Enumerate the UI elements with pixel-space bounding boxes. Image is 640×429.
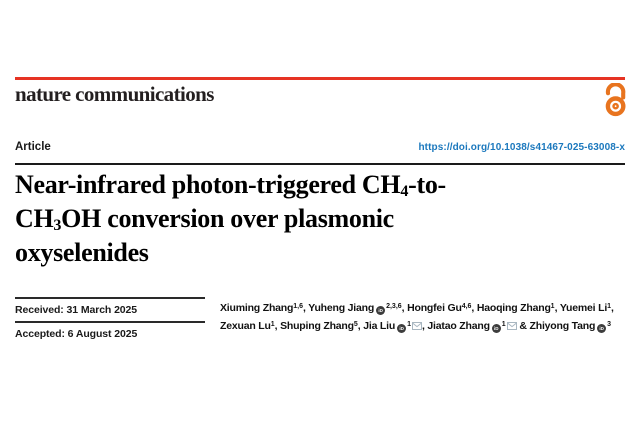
author: [220, 320, 275, 332]
author-name: Yuheng Jiang: [308, 302, 375, 314]
page-title: [15, 170, 575, 268]
author-separator: ,: [554, 302, 560, 314]
accepted-date: Accepted: 6 August 2025: [15, 321, 205, 345]
author-list: [220, 300, 630, 336]
author: [220, 302, 303, 314]
doi-link[interactable]: https://doi.org/10.1038/s41467-025-63008-x: [418, 142, 625, 153]
article-header-row: [15, 141, 625, 153]
author: [560, 302, 611, 314]
orcid-icon[interactable]: iD: [597, 324, 606, 333]
author-name: Shuping Zhang: [280, 320, 354, 332]
author-separator: &: [516, 320, 530, 332]
author-affiliation-sup: 1,6: [293, 302, 303, 310]
author-affiliation-sup: 5: [353, 320, 358, 328]
author: [427, 320, 516, 332]
author: [280, 320, 358, 332]
author: [308, 302, 401, 314]
open-access-icon[interactable]: [603, 83, 628, 117]
orcid-icon[interactable]: iD: [492, 324, 501, 333]
header-divider-rule: [15, 163, 625, 165]
orcid-icon[interactable]: iD: [397, 324, 406, 333]
author-name: Xiuming Zhang: [220, 302, 294, 314]
journal-name: nature communications: [15, 82, 214, 106]
received-date: Received: 31 March 2025: [15, 297, 205, 321]
author-separator: ,: [610, 302, 614, 314]
author-affiliation-sup: 3: [607, 320, 612, 328]
author-separator: ,: [471, 302, 477, 314]
article-history: [15, 297, 205, 345]
title-line: $CH_3OH$ conversion over plasmonic: [15, 204, 394, 234]
author-separator: ,: [421, 320, 428, 332]
author-name: Zexuan Lu: [220, 320, 271, 332]
author: [363, 320, 422, 332]
email-icon[interactable]: [507, 322, 517, 330]
masthead-rule: [15, 77, 625, 80]
author-separator: ,: [274, 320, 281, 332]
author-separator: ,: [401, 302, 408, 314]
author-name: Jia Liu: [363, 320, 396, 332]
author-affiliation-sup: 2,3,6: [386, 302, 402, 310]
author-affiliation-sup: 1: [550, 302, 555, 310]
author-name: Zhiyong Tang: [529, 320, 596, 332]
author-affiliation-sup: 4,6: [461, 302, 472, 310]
author-name: Haoqing Zhang: [476, 302, 551, 314]
author-affiliation-sup: 1: [607, 302, 611, 310]
author-name: Jiatao Zhang: [427, 320, 490, 332]
author: [530, 320, 612, 332]
author-name: Yuemei Li: [559, 302, 608, 314]
title-line: Near-infrared photon-triggered $CH_4-to-$: [15, 170, 446, 200]
author-affiliation-sup: 1: [407, 320, 411, 328]
author-separator: ,: [302, 302, 309, 314]
author-affiliation-sup: 1: [270, 320, 275, 328]
email-icon[interactable]: [412, 322, 422, 330]
author-affiliation-sup: 1: [501, 320, 506, 328]
article-type-label: Article: [15, 141, 51, 153]
author: [407, 302, 471, 314]
orcid-icon[interactable]: iD: [376, 306, 385, 315]
author: [477, 302, 555, 314]
title-line: oxyselenides: [15, 238, 149, 267]
author-name: Hongfei Gu: [407, 302, 462, 314]
author-separator: ,: [357, 320, 364, 332]
